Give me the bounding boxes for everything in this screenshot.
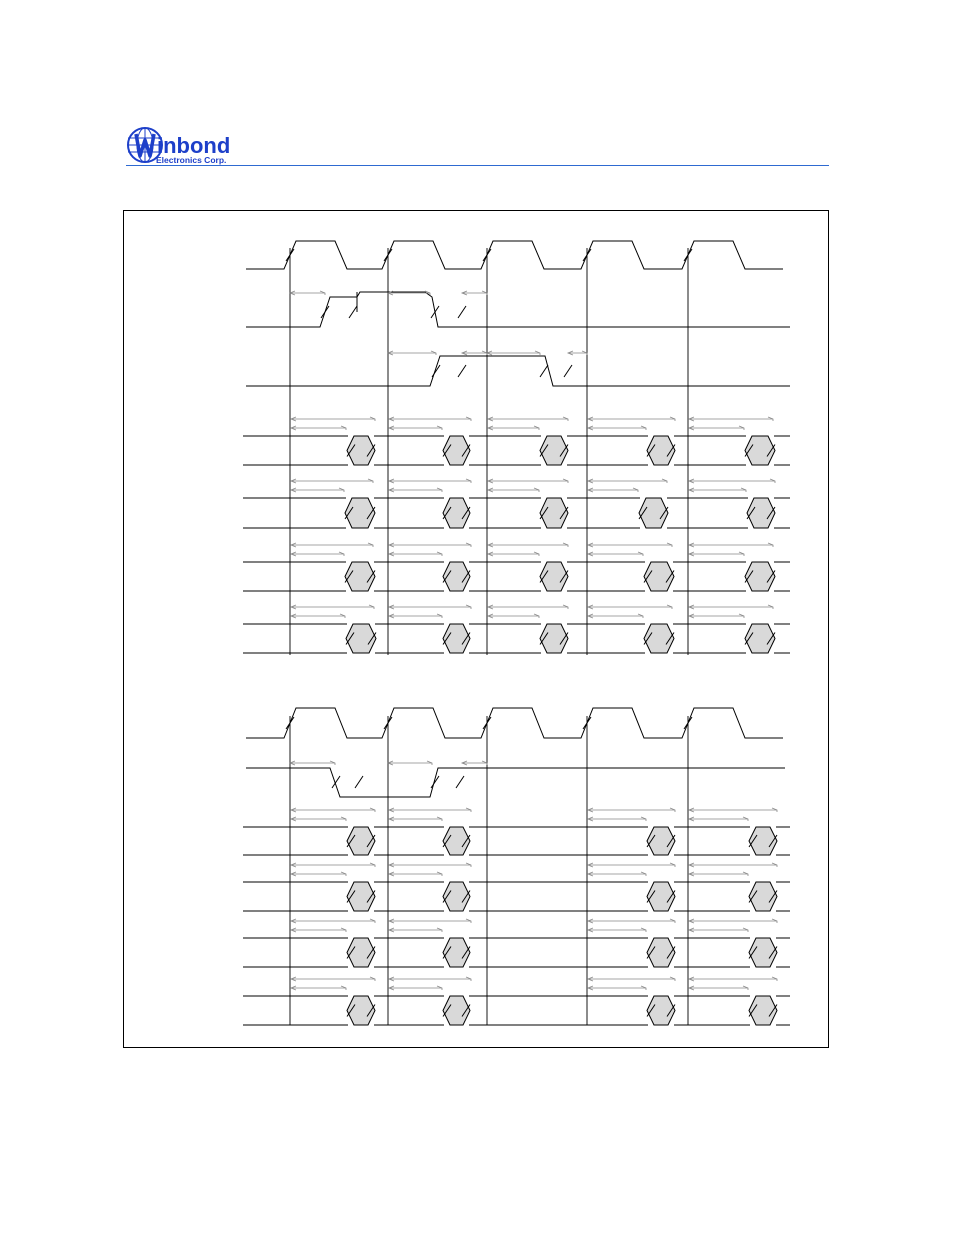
edge-tick — [355, 776, 363, 788]
clock-waveform — [246, 241, 783, 269]
edge-tick — [564, 365, 572, 377]
edge-tick — [540, 365, 548, 377]
edge-tick — [321, 306, 329, 318]
edge-tick — [458, 306, 466, 318]
control-signal-2 — [246, 356, 790, 386]
edge-tick — [458, 365, 466, 377]
brand-subtitle: Electronics Corp. — [156, 155, 227, 165]
control-signal-1 — [246, 292, 790, 327]
edge-tick — [456, 776, 464, 788]
brand-name: inbond — [157, 133, 231, 158]
clock-waveform — [246, 708, 783, 738]
edge-tick — [431, 306, 439, 318]
control-signal-lower — [246, 768, 785, 797]
edge-tick — [349, 306, 357, 318]
